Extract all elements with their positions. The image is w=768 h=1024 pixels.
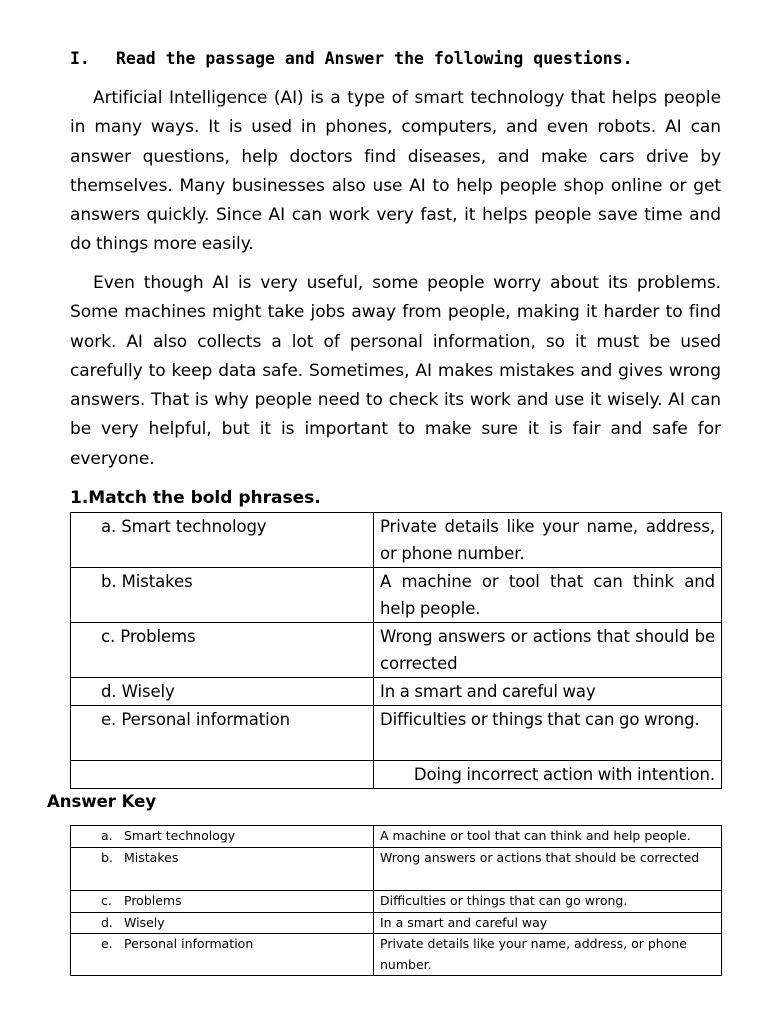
section-instruction: Read the passage and Answer the following questions.: [116, 49, 633, 68]
match-definition: Difficulties or things that can go wrong.: [374, 706, 722, 761]
answer-key-row: [71, 891, 722, 913]
answer-key-term-cell: [71, 934, 374, 976]
match-term: c. Problems: [71, 623, 374, 678]
match-definition: In a smart and careful way: [374, 678, 722, 706]
section-number: I.: [70, 49, 90, 68]
match-term: a. Smart technology: [71, 513, 374, 568]
answer-key-letter: c.: [101, 893, 112, 908]
answer-key-term-cell: [71, 891, 374, 913]
match-row: [71, 513, 722, 568]
answer-key-term: Personal information: [124, 936, 254, 951]
match-definition: Doing incorrect action with intention.: [374, 761, 722, 789]
answer-key-definition: Private details like your name, address, or phone number.: [374, 934, 722, 976]
answer-key-table: [70, 825, 722, 976]
match-definition: A machine or tool that can think and help people.: [374, 568, 722, 623]
match-definition: Private details like your name, address, or phone number.: [374, 513, 722, 568]
match-row: [71, 568, 722, 623]
match-term: e. Personal information: [71, 706, 374, 761]
answer-key-letter: d.: [101, 914, 113, 930]
answer-key-term: Problems: [124, 893, 182, 908]
question-1-title: 1.Match the bold phrases.: [70, 488, 321, 508]
answer-key-definition: Wrong answers or actions that should be corrected: [374, 848, 722, 891]
answer-key-term-cell: [71, 912, 374, 934]
answer-key-definition: In a smart and careful way: [374, 912, 722, 934]
answer-key-row: [71, 934, 722, 976]
answer-key-letter: a.: [101, 828, 113, 843]
match-term-empty: [71, 761, 374, 789]
answer-key-definition: Difficulties or things that can go wrong.: [374, 891, 722, 913]
answer-key-term: Smart technology: [124, 828, 236, 843]
passage-paragraph-1: Artificial Intelligence (AI) is a type of smart technology that helps people in many ways. It is used in phones, computers, and even robots. AI can answer questions, help doctors find diseases, and make cars drive by themselves. Many businesses also use AI to help people shop online or get answers quickly. Since AI can work very fast, it helps people save time and do things more easily.: [70, 88, 721, 255]
match-row: [71, 761, 722, 789]
answer-key-letter: e.: [101, 936, 113, 951]
answer-key-row: [71, 912, 722, 934]
answer-key-term-cell: [71, 826, 374, 848]
section-heading: [70, 46, 720, 72]
match-table: [70, 512, 722, 789]
answer-key-row: [71, 848, 722, 891]
answer-key-term-cell: [71, 848, 374, 891]
match-definition: Wrong answers or actions that should be corrected: [374, 623, 722, 678]
answer-key-term: Mistakes: [124, 850, 179, 865]
answer-key-term: Wisely: [124, 914, 165, 930]
answer-key-letter: b.: [101, 850, 113, 865]
match-row: [71, 623, 722, 678]
answer-key-title: Answer Key: [47, 792, 157, 811]
answer-key-row: [71, 826, 722, 848]
passage-paragraph-2: Even though AI is very useful, some people worry about its problems. Some machines might take jobs away from people, making it harder to find work. AI also collects a lot of personal information, so it must be used carefully to keep data safe. Sometimes, AI makes mistakes and gives wrong answers. That is why people need to check its work and use it wisely. AI can be very helpful, but it is important to make sure it is fair and safe for everyone.: [70, 273, 721, 469]
answer-key-definition: A machine or tool that can think and help people.: [374, 826, 722, 848]
match-row: [71, 678, 722, 706]
match-term: d. Wisely: [71, 678, 374, 706]
match-term: b. Mistakes: [71, 568, 374, 623]
match-row: [71, 706, 722, 761]
